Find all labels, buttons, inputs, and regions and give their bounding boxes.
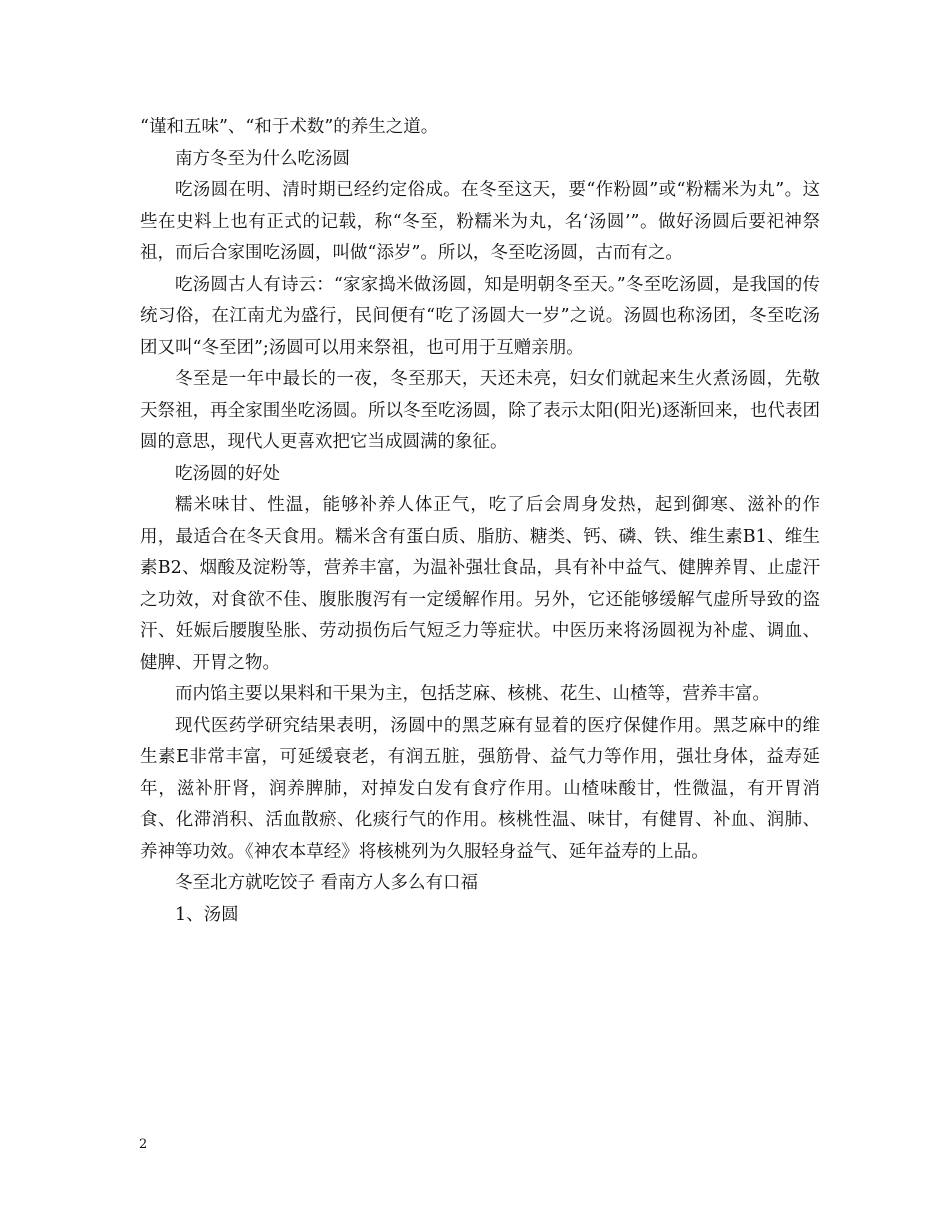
document-body	[140, 112, 820, 931]
paragraph-medical-research: 现代医药学研究结果表明，汤圆中的黑芝麻有显着的医疗保健作用。黑芝麻中的维生素E非常丰富，可延缓衰老，有润五脏，强筋骨、益气力等作用，强壮身体，益寿延年，滋补肝肾，润养脾肺，对掉发白发有食疗作用。山楂味酸甘，性微温，有开胃消食、化滞消积、活血散瘀、化痰行气的作用。核桃性温、味甘，有健胃、补血、润肺、养神等功效。《神农本草经》将核桃列为久服轻身益气、延年益寿的上品。	[140, 715, 820, 862]
page-number: 2	[139, 1137, 148, 1152]
list-item-tangyuan: 1、汤圆	[175, 904, 239, 925]
paragraph-poem: 吃汤圆古人有诗云：“家家捣米做汤圆，知是明朝冬至天。”冬至吃汤圆，是我国的传统习俗，在江南尤为盛行，民间便有“吃了汤圆大一岁”之说。汤圆也称汤团，冬至吃汤团又叫“冬至团”;汤圆可以用来祭祖，也可用于互赠亲朋。	[140, 274, 820, 358]
paragraph-continuation: “谨和五味”、“和于术数”的养生之道。	[140, 117, 439, 137]
paragraph-glutinous-rice: 糯米味甘、性温，能够补养人体正气，吃了后会周身发热，起到御寒、滋补的作用，最适合在冬天食用。糯米含有蛋白质、脂肪、糖类、钙、磷、铁、维生素B1、维生素B2、烟酸及淀粉等，营养丰富，为温补强壮食品，具有补中益气、健脾养胃、止虚汗之功效，对食欲不佳、腹胀腹泻有一定缓解作用。另外，它还能够缓解气虚所导致的盗汗、妊娠后腰腹坠胀、劳动损伤后气短乏力等症状。中医历来将汤圆视为补虚、调血、健脾、开胃之物。	[140, 495, 820, 673]
paragraph-longest-night: 冬至是一年中最长的一夜，冬至那天，天还未亮，妇女们就起来生火煮汤圆，先敬天祭祖，再全家围坐吃汤圆。所以冬至吃汤圆，除了表示太阳(阳光)逐渐回来，也代表团圆的意思，现代人更喜欢把它当成圆满的象征。	[140, 369, 820, 452]
paragraph-fillings: 而内馅主要以果料和干果为主，包括芝麻、核桃、花生、山楂等，营养丰富。	[175, 684, 770, 704]
paragraph-history: 吃汤圆在明、清时期已经约定俗成。在冬至这天，要“作粉圆”或“粉糯米为丸”。这些在史料上也有正式的记载，称“冬至，粉糯米为丸，名‘汤圆’”。做好汤圆后要祀神祭祖，而后合家围吃汤圆，叫做“添岁”。所以，冬至吃汤圆，古而有之。	[140, 180, 820, 263]
heading-north-dumplings: 冬至北方就吃饺子 看南方人多么有口福	[175, 873, 479, 893]
heading-why-eat-tangyuan: 南方冬至为什么吃汤圆	[175, 148, 350, 169]
heading-benefits: 吃汤圆的好处	[175, 463, 280, 484]
